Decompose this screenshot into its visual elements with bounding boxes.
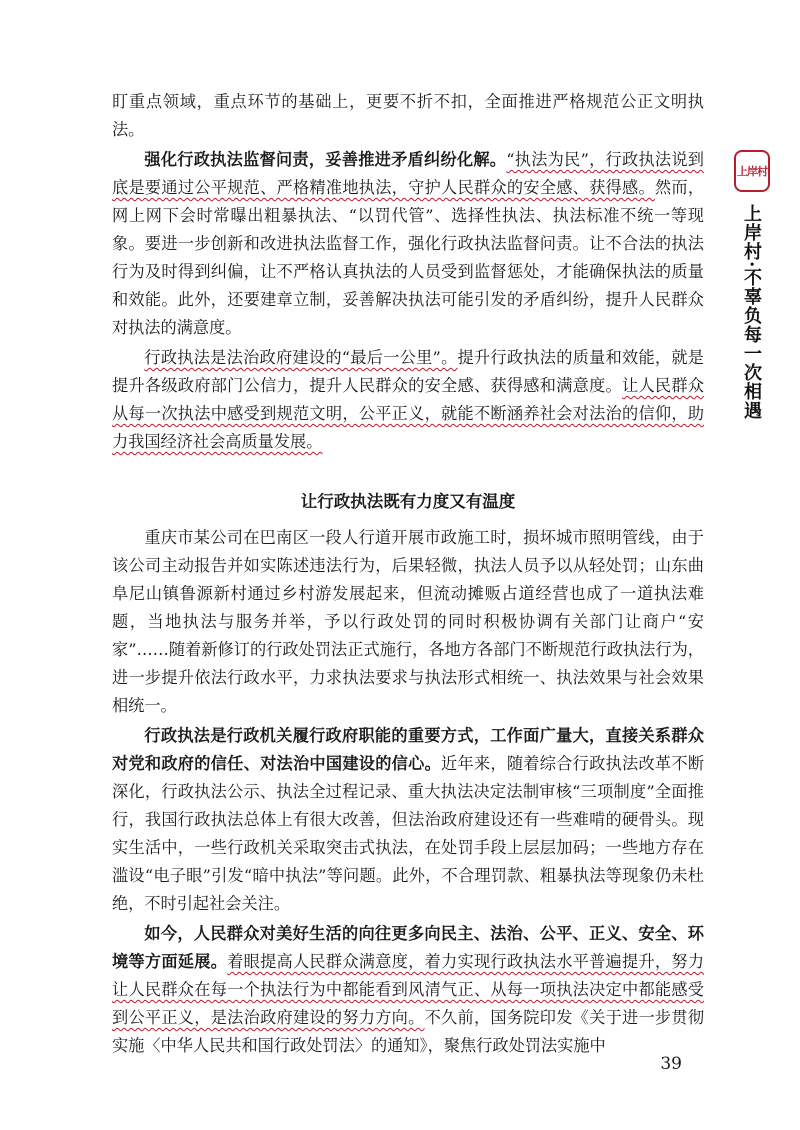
brand-logo-text: 上岸村 — [737, 165, 767, 178]
paragraph-text: 不久前，国务院印发《关于进一步贯彻实施〈中华人民共和国行政处罚法〉的通知》，聚焦行政处罚法实施中 — [112, 1008, 705, 1055]
paragraph-text: 提升行政执法的质量和效能，就是提升各级政府部门公信力，提升人民群众的安全感、获得感和满意度。 — [112, 348, 704, 395]
page-body — [112, 88, 704, 1060]
paragraph-lead-bold: 如今，人民群众对美好生活的向往更多向民主、法治、公平、正义、安全、环境等方面延展。 — [112, 924, 704, 971]
paragraph-lead-bold: 行政执法是行政机关履行政府职能的重要方式，工作面广量大，直接关系群众对党和政府的信任、对法治中国建设的信心。 — [112, 726, 704, 773]
paragraph-underlined-text: 行政执法是法治政府建设的“最后一公里”。 — [144, 348, 458, 367]
paragraph-text: 重庆市某公司在巴南区一段人行道开展市政施工时，损坏城市照明管线，由于该公司主动报告并如实陈述违法行为，后果轻微，执法人员予以从轻处罚；山东曲阜尼山镇鲁源新村通过乡村游发展起来，但流动摊贩占道经营也成了一道执法难题，当地执法与服务并举，予以行政处罚的同时积极协调有关部门让商户“安家”……随着新修订的行政处罚法正式施行，各地方各部门不断规范行政执法行为，进一步提升依法行政水平，力求执法要求与执法形式相统一、执法效果与社会效果相统一。 — [112, 528, 704, 715]
paragraph-cases — [112, 524, 704, 720]
paragraph-enforcement-role — [112, 722, 704, 918]
section-title: 让行政执法既有力度又有温度 — [300, 492, 516, 511]
paragraph-text: 然而，网上网下会时常曝出粗暴执法、“以罚代管”、选择性执法、执法标准不统一等现象。要进一步创新和改进执法监督工作，强化行政执法监督问责。让不合法的执法行为及时得到纠偏，让不严格认真执法的人员受到监督惩处，才能确保执法的质量和效能。此外，还要建章立制，妥善解决执法可能引发的矛盾纠纷，提升人民群众对执法的满意度。 — [112, 178, 705, 337]
paragraph-last-mile — [112, 344, 704, 456]
paragraph-continuation — [112, 88, 704, 144]
paragraph-text: 盯重点领域，重点环节的基础上，更要不折不扣，全面推进严格规范公正文明执法。 — [112, 92, 704, 139]
sidebar-title: 上岸村·不辜负每一次相遇 — [741, 204, 762, 421]
paragraph-underlined-text: “执法为民”，行政执法说到底是要通过公平规范、严格精准地执法，守护人民群众的安全感、获得感。 — [112, 150, 704, 197]
paragraph-lead-bold: 强化行政执法监督问责，妥善推进矛盾纠纷化解。 — [144, 150, 507, 169]
paragraph-text: 近年来，随着综合行政执法改革不断深化，行政执法公示、执法全过程记录、重大执法决定法制审核“三项制度”全面推行，我国行政执法总体上有很大改善，但法治政府建设还有一些难啃的硬骨头。现实生活中，一些行政机关采取突击式执法，在处罚手段上层层加码；一些地方存在滥设“电子眼”引发“暗中执法”等问题。此外，不合理罚款、粗暴执法等现象仍未杜绝，不时引起社会关注。 — [112, 754, 705, 913]
paragraph-expectations — [112, 920, 704, 1060]
brand-logo-icon — [734, 150, 770, 192]
paragraph-underlined-text: 着眼提高人民群众满意度，着力实现行政执法水平普遍提升，努力让人民群众在每一个执法行为中都能看到风清气正、从每一项执法决定中都能感受到公平正义，是法治政府建设的努力方向。 — [112, 952, 705, 1027]
paragraph-underlined-text: 让人民群众从每一次执法中感受到规范文明，公平正义，就能不断涵养社会对法治的信仰，助力我国经济社会高质量发展。 — [112, 376, 705, 451]
paragraph-supervision — [112, 146, 704, 342]
sidebar — [732, 150, 772, 420]
page-number: 39 — [660, 1054, 682, 1074]
